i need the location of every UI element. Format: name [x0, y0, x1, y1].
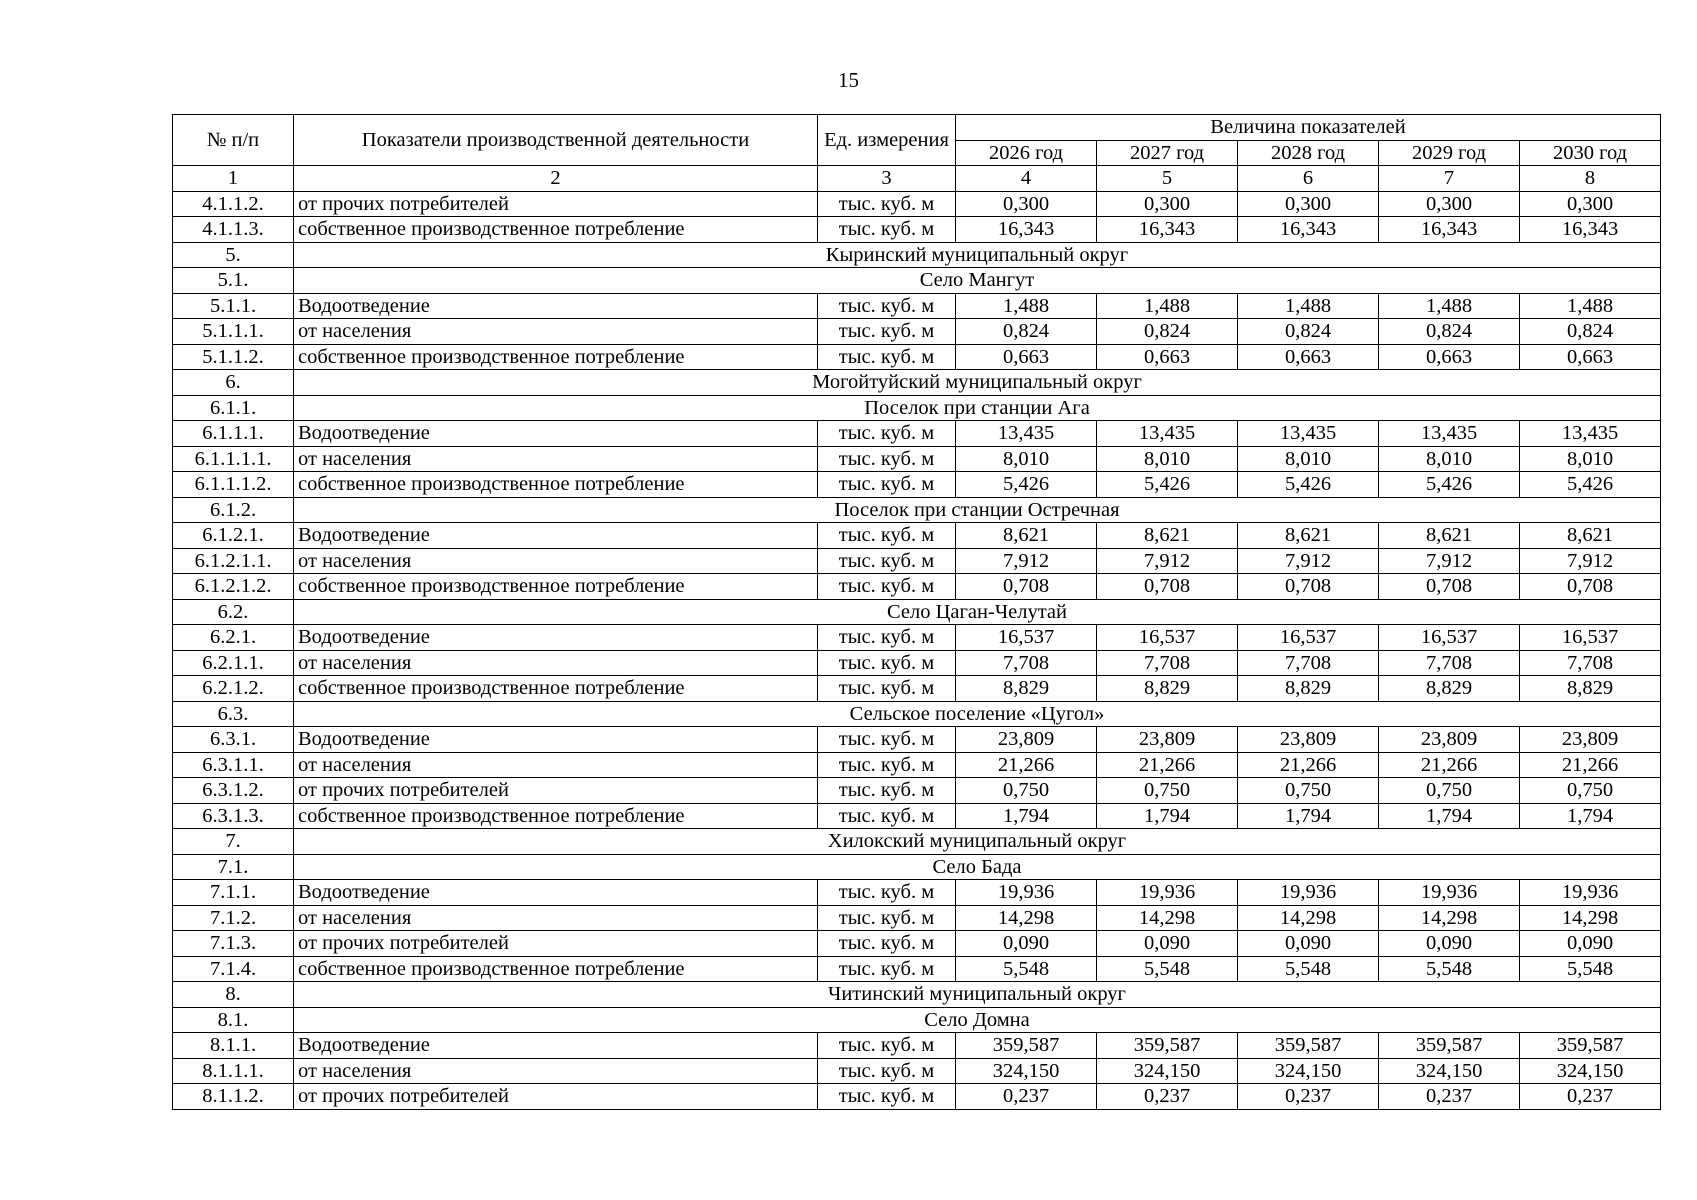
indicator-label: собственное производственное потребление — [294, 472, 818, 498]
value-cell: 0,663 — [1379, 344, 1520, 370]
value-cell: 21,266 — [1520, 752, 1661, 778]
value-cell: 359,587 — [1097, 1033, 1238, 1059]
indicator-label: от населения — [294, 650, 818, 676]
value-cell: 8,621 — [1097, 523, 1238, 549]
table-row — [173, 727, 1661, 753]
column-number: 1 — [173, 166, 294, 192]
value-cell: 0,237 — [1097, 1084, 1238, 1110]
value-cell: 14,298 — [1238, 905, 1379, 931]
row-number: 5.1.1. — [173, 293, 294, 319]
row-number: 7.1.1. — [173, 880, 294, 906]
value-cell: 0,663 — [1238, 344, 1379, 370]
unit-cell: тыс. куб. м — [818, 523, 956, 549]
value-cell: 14,298 — [956, 905, 1097, 931]
unit-cell: тыс. куб. м — [818, 191, 956, 217]
value-cell: 0,237 — [1238, 1084, 1379, 1110]
value-cell: 0,708 — [1520, 574, 1661, 600]
value-cell: 7,912 — [1097, 548, 1238, 574]
value-cell: 16,343 — [1520, 217, 1661, 243]
value-cell: 5,426 — [1520, 472, 1661, 498]
value-cell: 0,708 — [1097, 574, 1238, 600]
indicator-label: собственное производственное потребление — [294, 803, 818, 829]
value-cell: 0,300 — [1520, 191, 1661, 217]
value-cell: 0,750 — [956, 778, 1097, 804]
value-cell: 21,266 — [1097, 752, 1238, 778]
value-cell: 7,708 — [1097, 650, 1238, 676]
unit-cell: тыс. куб. м — [818, 319, 956, 345]
row-number: 6.3.1. — [173, 727, 294, 753]
header-year: 2030 год — [1520, 140, 1661, 166]
header-num: № п/п — [173, 115, 294, 166]
value-cell: 19,936 — [1238, 880, 1379, 906]
value-cell: 0,300 — [956, 191, 1097, 217]
column-number: 5 — [1097, 166, 1238, 192]
row-number: 7.1. — [173, 854, 294, 880]
value-cell: 7,708 — [1379, 650, 1520, 676]
row-number: 6. — [173, 370, 294, 396]
section-row — [173, 982, 1661, 1008]
header-indicator: Показатели производственной деятельности — [294, 115, 818, 166]
unit-cell: тыс. куб. м — [818, 217, 956, 243]
value-cell: 16,343 — [1238, 217, 1379, 243]
row-number: 6.1.2.1.2. — [173, 574, 294, 600]
value-cell: 8,010 — [1520, 446, 1661, 472]
value-cell: 5,548 — [1097, 956, 1238, 982]
value-cell: 8,010 — [1097, 446, 1238, 472]
value-cell: 8,829 — [956, 676, 1097, 702]
value-cell: 16,537 — [1097, 625, 1238, 651]
value-cell: 5,548 — [1379, 956, 1520, 982]
value-cell: 5,426 — [1379, 472, 1520, 498]
row-number: 6.1.2.1. — [173, 523, 294, 549]
row-number: 7.1.3. — [173, 931, 294, 957]
unit-cell: тыс. куб. м — [818, 574, 956, 600]
production-indicators-table — [172, 114, 1661, 1110]
row-number: 7. — [173, 829, 294, 855]
value-cell: 16,537 — [1520, 625, 1661, 651]
indicator-label: от прочих потребителей — [294, 191, 818, 217]
value-cell: 7,912 — [1379, 548, 1520, 574]
table-row — [173, 1033, 1661, 1059]
row-number: 6.3.1.2. — [173, 778, 294, 804]
header-row — [173, 115, 1661, 141]
value-cell: 0,750 — [1238, 778, 1379, 804]
row-number: 6.2.1. — [173, 625, 294, 651]
indicator-label: от прочих потребителей — [294, 778, 818, 804]
section-row — [173, 395, 1661, 421]
value-cell: 0,824 — [1238, 319, 1379, 345]
section-title: Село Бада — [294, 854, 1661, 880]
row-number: 6.1.1. — [173, 395, 294, 421]
indicator-label: собственное производственное потребление — [294, 217, 818, 243]
indicator-label: от прочих потребителей — [294, 1084, 818, 1110]
section-title: Сельское поселение «Цугол» — [294, 701, 1661, 727]
value-cell: 5,548 — [1520, 956, 1661, 982]
value-cell: 7,912 — [1520, 548, 1661, 574]
value-cell: 0,237 — [1379, 1084, 1520, 1110]
value-cell: 16,343 — [1379, 217, 1520, 243]
table-row — [173, 344, 1661, 370]
value-cell: 8,621 — [1520, 523, 1661, 549]
unit-cell: тыс. куб. м — [818, 956, 956, 982]
unit-cell: тыс. куб. м — [818, 727, 956, 753]
table-row — [173, 217, 1661, 243]
indicator-label: собственное производственное потребление — [294, 574, 818, 600]
table-row — [173, 778, 1661, 804]
value-cell: 1,794 — [1097, 803, 1238, 829]
value-cell: 0,824 — [1520, 319, 1661, 345]
value-cell: 0,663 — [956, 344, 1097, 370]
value-cell: 16,537 — [1238, 625, 1379, 651]
unit-cell: тыс. куб. м — [818, 472, 956, 498]
table-row — [173, 956, 1661, 982]
unit-cell: тыс. куб. м — [818, 778, 956, 804]
table-row — [173, 1058, 1661, 1084]
section-title: Кыринский муниципальный округ — [294, 242, 1661, 268]
value-cell: 16,537 — [1379, 625, 1520, 651]
value-cell: 13,435 — [1097, 421, 1238, 447]
row-number: 6.3.1.1. — [173, 752, 294, 778]
indicator-label: Водоотведение — [294, 421, 818, 447]
value-cell: 0,708 — [956, 574, 1097, 600]
unit-cell: тыс. куб. м — [818, 676, 956, 702]
header-values-title: Величина показателей — [956, 115, 1661, 141]
value-cell: 7,912 — [956, 548, 1097, 574]
header-year: 2028 год — [1238, 140, 1379, 166]
row-number: 6.1.2. — [173, 497, 294, 523]
value-cell: 14,298 — [1520, 905, 1661, 931]
indicator-label: от населения — [294, 752, 818, 778]
value-cell: 0,300 — [1379, 191, 1520, 217]
row-number: 4.1.1.3. — [173, 217, 294, 243]
value-cell: 7,708 — [956, 650, 1097, 676]
value-cell: 8,010 — [956, 446, 1097, 472]
row-number: 5. — [173, 242, 294, 268]
unit-cell: тыс. куб. м — [818, 931, 956, 957]
value-cell: 13,435 — [1238, 421, 1379, 447]
value-cell: 14,298 — [1379, 905, 1520, 931]
section-row — [173, 1007, 1661, 1033]
value-cell: 8,829 — [1238, 676, 1379, 702]
value-cell: 0,824 — [956, 319, 1097, 345]
indicator-label: собственное производственное потребление — [294, 676, 818, 702]
indicator-label: от населения — [294, 319, 818, 345]
row-number: 8.1.1.1. — [173, 1058, 294, 1084]
row-number: 6.2.1.1. — [173, 650, 294, 676]
section-row — [173, 268, 1661, 294]
unit-cell: тыс. куб. м — [818, 293, 956, 319]
value-cell: 0,090 — [1097, 931, 1238, 957]
value-cell: 0,090 — [1238, 931, 1379, 957]
value-cell: 0,300 — [1097, 191, 1238, 217]
value-cell: 23,809 — [1097, 727, 1238, 753]
table-row — [173, 446, 1661, 472]
value-cell: 0,663 — [1097, 344, 1238, 370]
value-cell: 0,824 — [1379, 319, 1520, 345]
section-row — [173, 497, 1661, 523]
value-cell: 324,150 — [1097, 1058, 1238, 1084]
value-cell: 21,266 — [1379, 752, 1520, 778]
column-number: 4 — [956, 166, 1097, 192]
header-year: 2029 год — [1379, 140, 1520, 166]
value-cell: 7,708 — [1238, 650, 1379, 676]
indicator-label: от населения — [294, 1058, 818, 1084]
table-row — [173, 880, 1661, 906]
value-cell: 0,663 — [1520, 344, 1661, 370]
value-cell: 324,150 — [1520, 1058, 1661, 1084]
row-number: 5.1.1.2. — [173, 344, 294, 370]
value-cell: 13,435 — [1520, 421, 1661, 447]
value-cell: 324,150 — [956, 1058, 1097, 1084]
value-cell: 23,809 — [1379, 727, 1520, 753]
table-row — [173, 472, 1661, 498]
value-cell: 5,548 — [956, 956, 1097, 982]
table-row — [173, 293, 1661, 319]
value-cell: 0,750 — [1097, 778, 1238, 804]
row-number: 6.3. — [173, 701, 294, 727]
unit-cell: тыс. куб. м — [818, 548, 956, 574]
column-number: 8 — [1520, 166, 1661, 192]
row-number: 7.1.4. — [173, 956, 294, 982]
row-number: 5.1.1.1. — [173, 319, 294, 345]
section-row — [173, 599, 1661, 625]
table-row — [173, 548, 1661, 574]
value-cell: 8,621 — [1238, 523, 1379, 549]
value-cell: 21,266 — [956, 752, 1097, 778]
value-cell: 359,587 — [956, 1033, 1097, 1059]
value-cell: 324,150 — [1379, 1058, 1520, 1084]
value-cell: 5,426 — [956, 472, 1097, 498]
value-cell: 8,621 — [956, 523, 1097, 549]
table-row — [173, 319, 1661, 345]
value-cell: 359,587 — [1379, 1033, 1520, 1059]
unit-cell: тыс. куб. м — [818, 650, 956, 676]
column-number: 6 — [1238, 166, 1379, 192]
table-row — [173, 931, 1661, 957]
indicator-label: от населения — [294, 446, 818, 472]
value-cell: 0,237 — [956, 1084, 1097, 1110]
value-cell: 5,426 — [1097, 472, 1238, 498]
section-title: Село Цаган-Челутай — [294, 599, 1661, 625]
indicator-label: Водоотведение — [294, 727, 818, 753]
row-number: 6.1.1.1. — [173, 421, 294, 447]
unit-cell: тыс. куб. м — [818, 880, 956, 906]
value-cell: 23,809 — [1520, 727, 1661, 753]
section-row — [173, 854, 1661, 880]
value-cell: 1,488 — [1097, 293, 1238, 319]
value-cell: 19,936 — [1520, 880, 1661, 906]
value-cell: 8,829 — [1520, 676, 1661, 702]
value-cell: 13,435 — [1379, 421, 1520, 447]
row-number: 8.1.1.2. — [173, 1084, 294, 1110]
section-row — [173, 242, 1661, 268]
value-cell: 1,488 — [1238, 293, 1379, 319]
value-cell: 359,587 — [1238, 1033, 1379, 1059]
section-title: Могойтуйский муниципальный округ — [294, 370, 1661, 396]
column-numbers-row — [173, 166, 1661, 192]
row-number: 5.1. — [173, 268, 294, 294]
value-cell: 7,912 — [1238, 548, 1379, 574]
value-cell: 8,829 — [1379, 676, 1520, 702]
column-number: 3 — [818, 166, 956, 192]
section-row — [173, 701, 1661, 727]
table-row — [173, 523, 1661, 549]
header-year: 2027 год — [1097, 140, 1238, 166]
header-unit: Ед. измерения — [818, 115, 956, 166]
row-number: 6.2.1.2. — [173, 676, 294, 702]
value-cell: 8,010 — [1379, 446, 1520, 472]
indicator-label: Водоотведение — [294, 880, 818, 906]
value-cell: 0,750 — [1520, 778, 1661, 804]
section-title: Поселок при станции Остречная — [294, 497, 1661, 523]
row-number: 6.1.1.1.1. — [173, 446, 294, 472]
table-row — [173, 625, 1661, 651]
row-number: 8. — [173, 982, 294, 1008]
unit-cell: тыс. куб. м — [818, 446, 956, 472]
value-cell: 13,435 — [956, 421, 1097, 447]
value-cell: 0,708 — [1379, 574, 1520, 600]
value-cell: 324,150 — [1238, 1058, 1379, 1084]
value-cell: 0,750 — [1379, 778, 1520, 804]
unit-cell: тыс. куб. м — [818, 1084, 956, 1110]
value-cell: 16,343 — [1097, 217, 1238, 243]
table-row — [173, 1084, 1661, 1110]
value-cell: 8,621 — [1379, 523, 1520, 549]
column-number: 2 — [294, 166, 818, 192]
section-title: Хилокский муниципальный округ — [294, 829, 1661, 855]
value-cell: 1,794 — [956, 803, 1097, 829]
indicator-label: от населения — [294, 548, 818, 574]
unit-cell: тыс. куб. м — [818, 905, 956, 931]
value-cell: 359,587 — [1520, 1033, 1661, 1059]
value-cell: 1,794 — [1379, 803, 1520, 829]
value-cell: 1,488 — [956, 293, 1097, 319]
value-cell: 23,809 — [1238, 727, 1379, 753]
row-number: 6.3.1.3. — [173, 803, 294, 829]
table-row — [173, 752, 1661, 778]
value-cell: 0,300 — [1238, 191, 1379, 217]
indicator-label: Водоотведение — [294, 1033, 818, 1059]
table-row — [173, 676, 1661, 702]
row-number: 6.1.1.1.2. — [173, 472, 294, 498]
indicator-label: Водоотведение — [294, 625, 818, 651]
row-number: 8.1.1. — [173, 1033, 294, 1059]
unit-cell: тыс. куб. м — [818, 752, 956, 778]
value-cell: 0,090 — [956, 931, 1097, 957]
value-cell: 0,237 — [1520, 1084, 1661, 1110]
row-number: 7.1.2. — [173, 905, 294, 931]
value-cell: 1,488 — [1520, 293, 1661, 319]
unit-cell: тыс. куб. м — [818, 625, 956, 651]
value-cell: 5,548 — [1238, 956, 1379, 982]
table-row — [173, 650, 1661, 676]
section-title: Село Мангут — [294, 268, 1661, 294]
unit-cell: тыс. куб. м — [818, 803, 956, 829]
indicator-label: Водоотведение — [294, 523, 818, 549]
indicator-label: собственное производственное потребление — [294, 344, 818, 370]
indicator-label: Водоотведение — [294, 293, 818, 319]
table-row — [173, 803, 1661, 829]
row-number: 8.1. — [173, 1007, 294, 1033]
value-cell: 7,708 — [1520, 650, 1661, 676]
row-number: 6.1.2.1.1. — [173, 548, 294, 574]
value-cell: 1,794 — [1238, 803, 1379, 829]
value-cell: 0,090 — [1379, 931, 1520, 957]
value-cell: 5,426 — [1238, 472, 1379, 498]
table-row — [173, 421, 1661, 447]
table-row — [173, 905, 1661, 931]
value-cell: 16,537 — [956, 625, 1097, 651]
section-title: Село Домна — [294, 1007, 1661, 1033]
value-cell: 0,708 — [1238, 574, 1379, 600]
page-number: 15 — [838, 68, 859, 92]
value-cell: 0,090 — [1520, 931, 1661, 957]
row-number: 4.1.1.2. — [173, 191, 294, 217]
value-cell: 23,809 — [956, 727, 1097, 753]
value-cell: 14,298 — [1097, 905, 1238, 931]
header-year: 2026 год — [956, 140, 1097, 166]
value-cell: 8,829 — [1097, 676, 1238, 702]
indicator-label: от населения — [294, 905, 818, 931]
section-row — [173, 829, 1661, 855]
row-number: 6.2. — [173, 599, 294, 625]
column-number: 7 — [1379, 166, 1520, 192]
value-cell: 21,266 — [1238, 752, 1379, 778]
section-title: Поселок при станции Ага — [294, 395, 1661, 421]
value-cell: 0,824 — [1097, 319, 1238, 345]
unit-cell: тыс. куб. м — [818, 344, 956, 370]
value-cell: 1,794 — [1520, 803, 1661, 829]
section-row — [173, 370, 1661, 396]
value-cell: 8,010 — [1238, 446, 1379, 472]
unit-cell: тыс. куб. м — [818, 1033, 956, 1059]
unit-cell: тыс. куб. м — [818, 1058, 956, 1084]
value-cell: 1,488 — [1379, 293, 1520, 319]
value-cell: 19,936 — [956, 880, 1097, 906]
value-cell: 19,936 — [1379, 880, 1520, 906]
table-row — [173, 191, 1661, 217]
value-cell: 16,343 — [956, 217, 1097, 243]
indicator-label: от прочих потребителей — [294, 931, 818, 957]
table-row — [173, 574, 1661, 600]
value-cell: 19,936 — [1097, 880, 1238, 906]
indicator-label: собственное производственное потребление — [294, 956, 818, 982]
unit-cell: тыс. куб. м — [818, 421, 956, 447]
section-title: Читинский муниципальный округ — [294, 982, 1661, 1008]
